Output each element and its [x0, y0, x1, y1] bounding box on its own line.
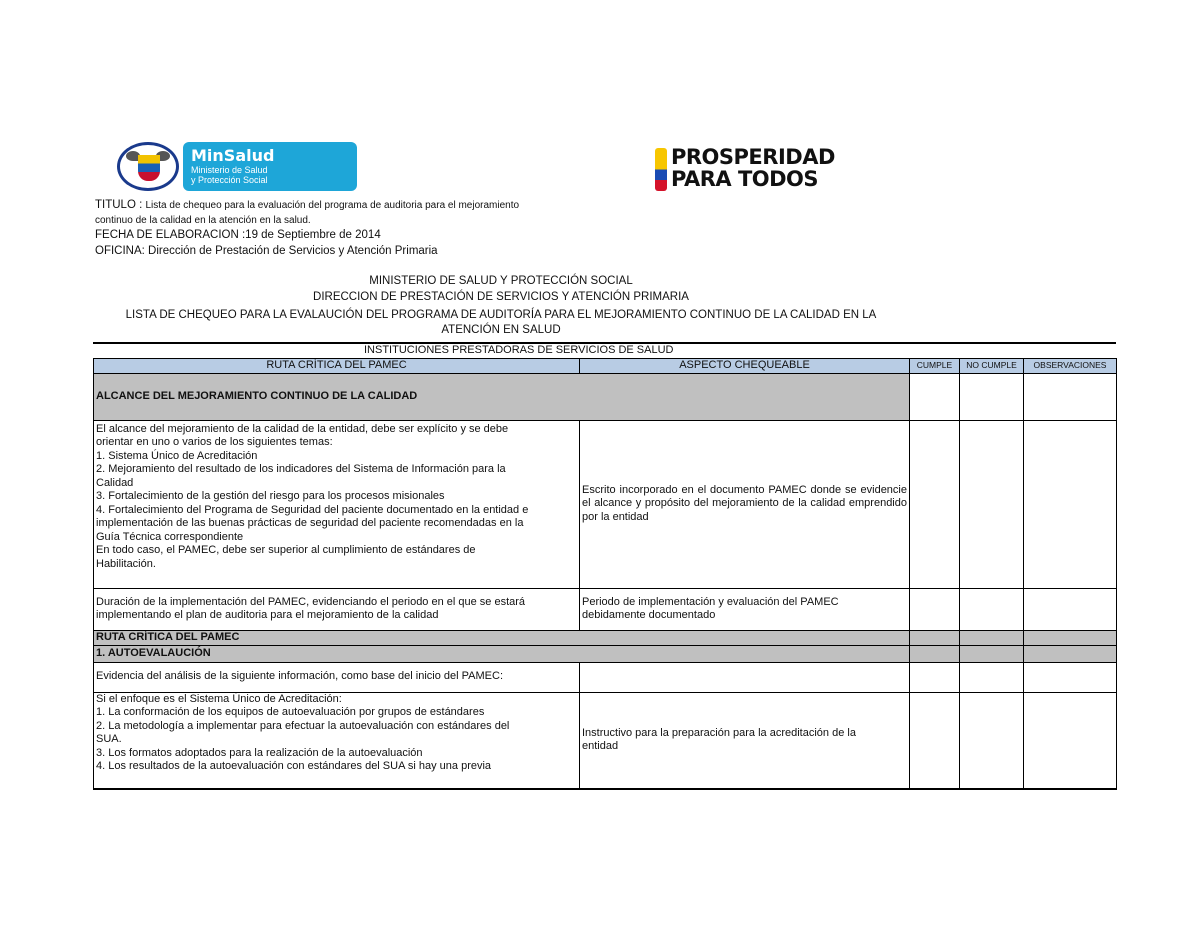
observaciones-cell[interactable]: [1024, 420, 1117, 588]
row2-aspecto: Periodo de implementación y evaluación del PAMEC debidamente documentado: [580, 588, 910, 630]
cumple-cell[interactable]: [910, 420, 960, 588]
institutions-title: INSTITUCIONES PRESTADORAS DE SERVICIOS DE SALUD: [364, 344, 674, 356]
section-autoevaluacion-row: [94, 645, 1117, 662]
observaciones-cell[interactable]: [1024, 645, 1117, 662]
no-cumple-cell[interactable]: [960, 373, 1024, 420]
header-aspecto: ASPECTO CHEQUEABLE: [580, 358, 910, 373]
observaciones-cell[interactable]: [1024, 692, 1117, 789]
row4-aspecto: Instructivo para la preparación para la acreditación de la entidad: [580, 692, 910, 789]
section-alcance: ALCANCE DEL MEJORAMIENTO CONTINUO DE LA CALIDAD: [94, 373, 910, 420]
minsalud-name: MinSalud: [191, 146, 275, 165]
row1-ruta: El alcance del mejoramiento de la calidad de la entidad, debe ser explícito y se debe orientar en uno o varios de los siguientes temas: 1. Sistema Único de Acreditación 2. Mejoramiento del resultado de los indicadores del Sistema de Información para la Calidad 3. Fortalecimiento de la gestión del riesgo para los procesos misionales 4. Fortalecimiento del Programa de Seguridad del paciente documentado en la entidad e implementación de las buenas prácticas de seguridad del paciente recomendadas en la Guía Técnica correspondiente En todo caso, el PAMEC, debe ser superior al cumplimiento de estándares de Habilitación.: [94, 420, 580, 588]
no-cumple-cell[interactable]: [960, 662, 1024, 692]
cumple-cell[interactable]: [910, 692, 960, 789]
header-observaciones: OBSERVACIONES: [1024, 358, 1117, 373]
section-alcance-row: [94, 373, 1117, 420]
institutions-row: [94, 344, 1117, 358]
row3-aspecto: [580, 662, 910, 692]
minsalud-subtitle: Ministerio de Salud y Protección Social: [191, 165, 268, 185]
observaciones-cell[interactable]: [1024, 373, 1117, 420]
heading-direccion: DIRECCION DE PRESTACIÓN DE SERVICIOS Y ATENCIÓN PRIMARIA: [313, 291, 689, 303]
oficina: OFICINA: Dirección de Prestación de Servicios y Atención Primaria: [95, 245, 438, 257]
table-row: [94, 662, 1117, 692]
cumple-cell[interactable]: [910, 645, 960, 662]
prosperidad-para-todos-logo: [655, 145, 855, 192]
header-cumple: CUMPLE: [910, 358, 960, 373]
fecha-elaboracion: FECHA DE ELABORACION :19 de Septiembre de 2014: [95, 229, 381, 241]
table-row: [94, 420, 1117, 588]
table-header-row: [94, 358, 1117, 373]
observaciones-cell[interactable]: [1024, 662, 1117, 692]
no-cumple-cell[interactable]: [960, 630, 1024, 645]
cumple-cell[interactable]: [910, 373, 960, 420]
observaciones-cell[interactable]: [1024, 630, 1117, 645]
header-ruta: RUTA CRÍTICA DEL PAMEC: [94, 358, 580, 373]
header-no-cumple: NO CUMPLE: [960, 358, 1024, 373]
no-cumple-cell[interactable]: [960, 588, 1024, 630]
row1-aspecto: Escrito incorporado en el documento PAMEC donde se evidencie el alcance y propósito del mejoramiento de la calidad emprendido por la entidad: [580, 420, 910, 588]
colombia-seal-icon: [117, 142, 179, 191]
section-ruta-critica: RUTA CRÍTICA DEL PAMEC: [94, 630, 910, 645]
section-ruta-row: [94, 630, 1117, 645]
heading-atencion: ATENCIÓN EN SALUD: [441, 324, 561, 336]
checklist-table: [93, 344, 1117, 790]
cumple-cell[interactable]: [910, 588, 960, 630]
table-row: [94, 692, 1117, 789]
row2-ruta: Duración de la implementación del PAMEC, evidenciando el periodo en el que se estará implementando el plan de auditoria para el mejoramiento de la calidad: [94, 588, 580, 630]
row3-ruta: Evidencia del análisis de la siguiente información, como base del inicio del PAMEC:: [94, 662, 580, 692]
cumple-cell[interactable]: [910, 662, 960, 692]
section-autoevaluacion: 1. AUTOEVALAUCIÓN: [94, 645, 910, 662]
minsalud-logo: [117, 142, 357, 191]
table-row: [94, 588, 1117, 630]
observaciones-cell[interactable]: [1024, 588, 1117, 630]
no-cumple-cell[interactable]: [960, 420, 1024, 588]
titulo-line1: TITULO : Lista de chequeo para la evaluación del programa de auditoria para el mejoramiento: [95, 199, 520, 211]
minsalud-brand-box: [183, 142, 357, 191]
heading-ministerio: MINISTERIO DE SALUD Y PROTECCIÓN SOCIAL: [369, 275, 633, 287]
heading-lista: LISTA DE CHEQUEO PARA LA EVALAUCIÓN DEL PROGRAMA DE AUDITORÍA PARA EL MEJORAMIENTO CONTINUO DE LA CALIDAD EN LA: [125, 309, 877, 321]
row4-ruta: Si el enfoque es el Sistema Único de Acreditación: 1. La conformación de los equipos de autoevaluación por grupos de estándares 2. La metodología a implementar para efectuar la autoevaluación con estándares del SUA. 3. Los formatos adoptados para la realización de la autoevaluación 4. Los resultados de la autoevaluación con estándares del SUA si hay una previa: [94, 692, 580, 789]
no-cumple-cell[interactable]: [960, 692, 1024, 789]
titulo-line2: continuo de la calidad en la atención en la salud.: [95, 215, 311, 226]
cumple-cell[interactable]: [910, 630, 960, 645]
colombia-flag-icon: [655, 148, 667, 191]
prosperidad-text: PROSPERIDAD PARA TODOS: [671, 145, 835, 191]
no-cumple-cell[interactable]: [960, 645, 1024, 662]
